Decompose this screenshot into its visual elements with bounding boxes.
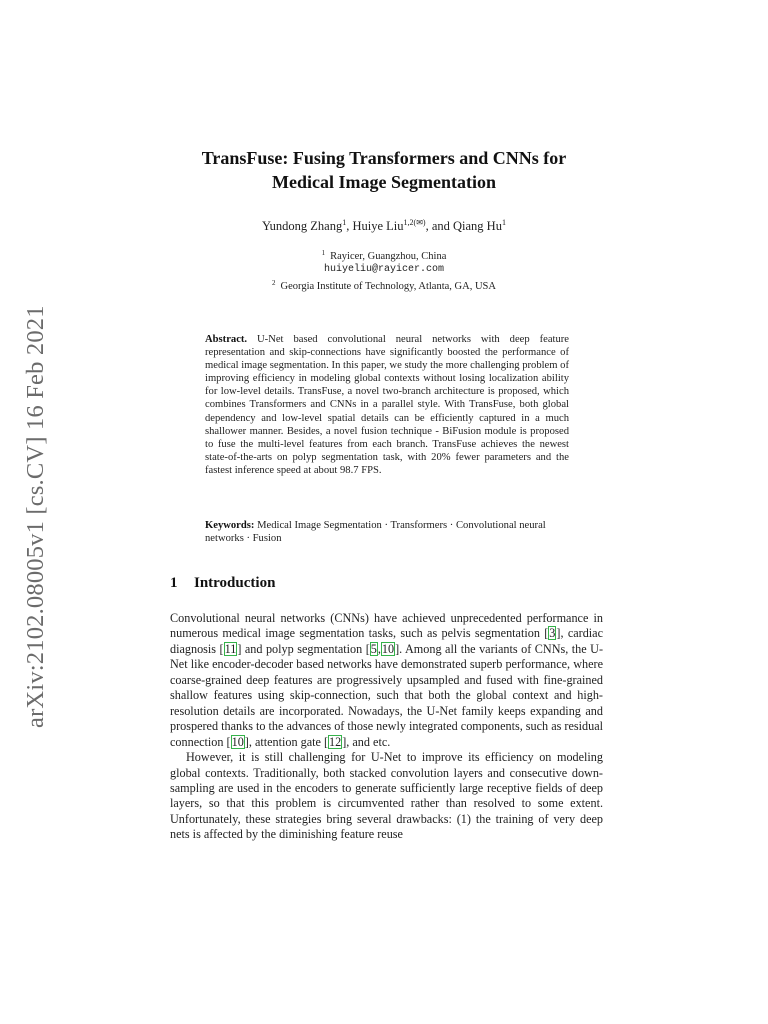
author-list — [0, 218, 768, 234]
citation-link[interactable]: 5 — [370, 641, 377, 656]
abstract — [205, 333, 569, 477]
email-address: huiyeliu@rayicer.com — [323, 264, 445, 275]
citation-link[interactable]: 11 — [224, 641, 237, 656]
paragraph-text: Convolutional neural networks (CNNs) have achieved unprecedented performance in numerous medical image segmentation tasks, such as pelvis segmentation — [170, 611, 603, 641]
paragraph-text: . Among all the variants of CNNs, the U-Net like encoder-decoder based networks have demonstrated superb performance, where coarse-grained deep features are progressively upsampled and fused with fine-grained shallow features using skip-connection, such that both the global context and high-resolution details are incorporated. Nowadays, the U-Net family keeps expanding and prospered thanks to the advances of those newly integrated components, such as residual connection — [170, 641, 604, 749]
abstract-text: U-Net based convolutional neural networks with deep feature representation and skip-connections have significantly boosted the performance of medical image segmentation. In this paper, we study the more challenging problem of improving efficiency in modeling global contexts without losing localization ability for low-level details. TransFuse, a novel two-branch architecture is proposed, which combines Transformers and CNNs in a parallel style. With TransFuse, both global dependency and low-level spatial details can be efficiently captured in a much shallower manner. Besides, a novel fusion technique - BiFusion module is proposed to fuse the multi-level features from each branch. TransFuse achieves the newest state-of-the-arts on polyp segmentation task, with 20% fewer parameters and the fastest inference speed at about 98.7 FPS. — [205, 334, 569, 476]
paper-title — [0, 146, 768, 194]
affiliation-2 — [0, 276, 768, 294]
author-name: Huiye Liu — [352, 219, 404, 233]
corresponding-email — [0, 262, 768, 277]
affiliation-text: Georgia Institute of Technology, Atlanta, GA, USA — [280, 281, 496, 292]
affiliation-mark: 1 — [321, 249, 326, 257]
paragraph-text: , attention gate — [248, 734, 324, 749]
keywords-label: Keywords: — [205, 520, 255, 531]
paragraph-text: , cardiac diagnosis — [170, 626, 603, 656]
author-separator: , — [346, 219, 353, 233]
keywords — [205, 519, 569, 545]
section-title: Introduction — [194, 575, 276, 591]
title-line-1: TransFuse: Fusing Transformers and CNNs for — [201, 148, 567, 168]
author-affiliation-mark: 1 — [342, 218, 347, 227]
section-number: 1 — [170, 575, 178, 591]
title-line-2: Medical Image Segmentation — [272, 172, 496, 192]
citation-link[interactable]: 12 — [329, 734, 342, 749]
author-affiliation-mark: 1 — [501, 218, 506, 227]
affiliation-mark: 2 — [272, 279, 276, 287]
author-separator: , and — [425, 219, 453, 233]
introduction-body — [170, 611, 603, 843]
paragraph-text: , and etc. — [346, 734, 391, 749]
author-name: Qiang Hu — [453, 219, 502, 233]
author-name: Yundong Zhang — [262, 219, 343, 233]
affiliation-text: Rayicer, Guangzhou, China — [330, 251, 447, 262]
author-affiliation-mark: 1,2(✉) — [403, 218, 426, 227]
arxiv-identifier-stamp: arXiv:2102.08005v1 [cs.CV] 16 Feb 2021 — [22, 305, 49, 728]
paragraph: Convolutional neural networks (CNNs) have achieved unprecedented performance in numerous medical image segmentation tasks, such as pelvis segmentation [3], cardiac diagnosis [11] and polyp segmentation [5,10]. Among all the variants of CNNs, the U-Net like encoder-decoder based networks have demonstrated superb performance, where coarse-grained deep features are progressively upsampled and fused with fine-grained shallow features using skip-connection, such that both the global context and high-resolution details are incorporated. Nowadays, the U-Net family keeps expanding and prospered thanks to the advances of those newly integrated components, such as residual connection [10], attention gate [12], and etc. — [170, 611, 604, 749]
citation-link[interactable]: 3 — [549, 626, 556, 641]
citation-link[interactable]: 10 — [231, 734, 244, 749]
paragraph-text: and polyp segmentation — [241, 641, 366, 656]
keywords-text: Medical Image Segmentation · Transformers · Convolutional neural networks · Fusion — [205, 520, 546, 545]
paragraph: However, it is still challenging for U-Net to improve its efficiency on modeling global contexts. Traditionally, both stacked convolution layers and consecutive down-sampling are used in the encoders to generate sufficiently large receptive fields of deep layers, so that this problem is circumvented rather than resolved to some extent. Unfortunately, these strategies bring several drawbacks: (1) the training of very deep nets is affected by the diminishing feature reuse — [170, 750, 603, 842]
abstract-label: Abstract. — [205, 334, 248, 345]
section-heading — [170, 575, 275, 592]
citation-link[interactable]: 10 — [381, 641, 395, 656]
